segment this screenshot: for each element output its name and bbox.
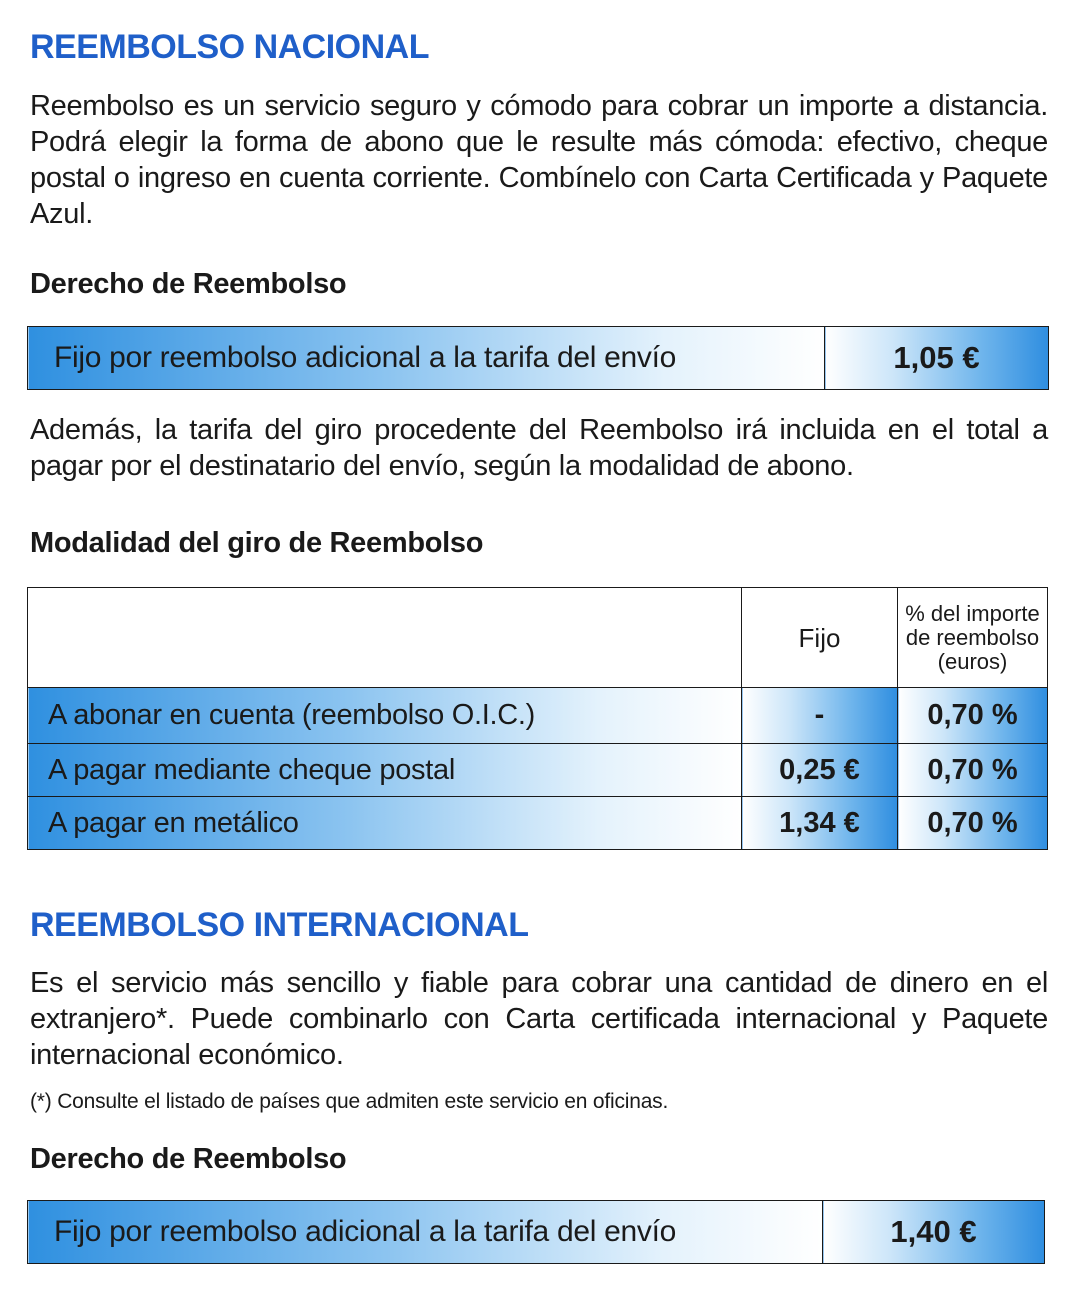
modality-row-fixed: 1,34 € — [742, 797, 898, 850]
modality-table — [27, 587, 1048, 850]
table-row — [28, 744, 1048, 797]
modality-col-percent — [898, 588, 1048, 688]
modality-col-percent-line2: de reembolso — [905, 624, 1040, 650]
national-fee-label: Fijo por reembolso adicional a la tarifa del envío — [28, 327, 825, 390]
modality-row-fixed: - — [742, 688, 898, 744]
modality-row-label: A pagar mediante cheque postal — [28, 744, 742, 797]
modality-col-fixed: Fijo — [742, 588, 898, 688]
international-intro: Es el servicio más sencillo y fiable para cobrar una cantidad de dinero en el extranjero*. Puede combinarlo con Carta certificada internacional y Paquete internacional económico. — [30, 967, 1048, 1071]
national-fee-heading: Derecho de Reembolso — [30, 268, 347, 300]
international-footnote: (*) Consulte el listado de países que admiten este servicio en oficinas. — [30, 1090, 669, 1113]
modality-table-header — [28, 588, 1048, 688]
modality-row-fixed: 0,25 € — [742, 744, 898, 797]
modality-col-percent-line3: (euros) — [937, 648, 1008, 674]
modality-row-percent: 0,70 % — [898, 688, 1048, 744]
national-fee-value: 1,05 € — [825, 327, 1049, 390]
international-title: REEMBOLSO INTERNACIONAL — [30, 906, 529, 944]
international-fee-value: 1,40 € — [823, 1201, 1045, 1264]
modality-header-blank — [28, 588, 742, 688]
modality-row-label: A pagar en metálico — [28, 797, 742, 850]
table-row — [28, 688, 1048, 744]
national-intro: Reembolso es un servicio seguro y cómodo para cobrar un importe a distancia. Podrá elegir la forma de abono que le resulte más cómoda: efectivo, cheque postal o ingreso en cuenta corriente. Combínelo con Carta Certificada y Paquete Azul. — [30, 90, 1048, 230]
modality-row-percent: 0,70 % — [898, 797, 1048, 850]
national-extra-note: Además, la tarifa del giro procedente del Reembolso irá incluida en el total a pagar por el destinatario del envío, según la modalidad de abono. — [30, 414, 1048, 482]
modality-row-label: A abonar en cuenta (reembolso O.I.C.) — [28, 688, 742, 744]
modality-row-percent: 0,70 % — [898, 744, 1048, 797]
international-fee-table — [27, 1200, 1045, 1264]
table-row — [28, 797, 1048, 850]
national-fee-table — [27, 326, 1049, 390]
national-title: REEMBOLSO NACIONAL — [30, 28, 429, 66]
modality-col-percent-line1: % del importe — [905, 600, 1040, 626]
international-fee-label: Fijo por reembolso adicional a la tarifa del envío — [28, 1201, 823, 1264]
modality-heading: Modalidad del giro de Reembolso — [30, 527, 484, 559]
international-fee-heading: Derecho de Reembolso — [30, 1143, 347, 1175]
